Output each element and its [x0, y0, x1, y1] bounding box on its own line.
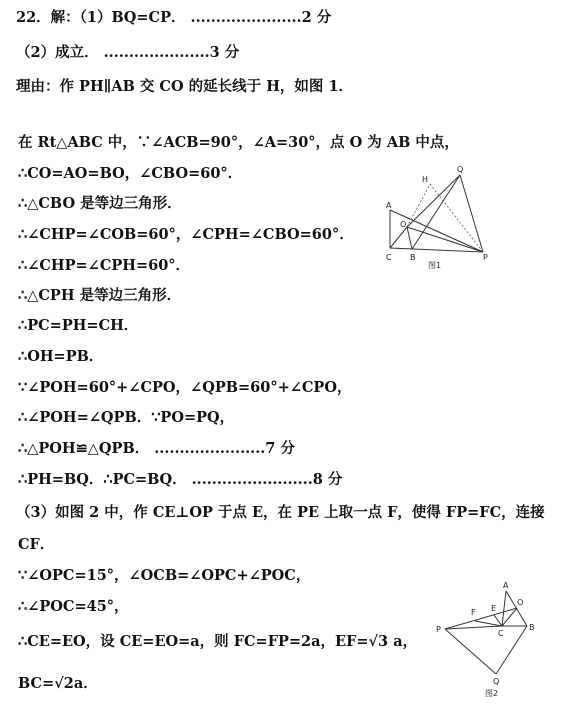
fig2-label-c: C	[498, 629, 504, 638]
fig2-label-e: E	[491, 604, 497, 613]
line-oh-pb: ∴OH=PB．	[18, 348, 104, 365]
line-bc: BC=√2a．	[18, 675, 98, 692]
figure-1	[380, 160, 505, 275]
fig1-label-q: Q	[457, 165, 464, 174]
fig2-label-q: Q	[493, 677, 500, 686]
line-pc-ph-ch: ∴PC=PH=CH．	[18, 317, 139, 334]
fig2-label-o: O	[517, 598, 524, 607]
fig2-label-b: B	[529, 623, 535, 632]
line-opc-15: ∵∠OPC=15°，∠OCB=∠OPC+∠POC，	[18, 567, 311, 584]
line-poh-qpb-sum: ∵∠POH=60°+∠CPO，∠QPB=60°+∠CPO，	[18, 379, 352, 396]
line-reason: 理由：作 PH∥AB 交 CO 的延长线于 H，如图 1．	[16, 78, 354, 95]
line-angles-60: ∴∠CHP=∠COB=60°，∠CPH=∠CBO=60°．	[18, 226, 354, 243]
line-poh-eq-qpb: ∴∠POH=∠QPB．∵PO=PQ，	[18, 409, 235, 426]
fig1-line-qp	[460, 175, 483, 252]
fig1-line-cp	[390, 248, 483, 252]
fig2-line-cf	[475, 621, 502, 626]
fig2-label-a: A	[503, 581, 509, 590]
figure-2	[433, 578, 553, 700]
line-cf: CF．	[18, 536, 55, 553]
line-cbo-equilateral: ∴△CBO 是等边三角形．	[18, 195, 182, 212]
fig2-label-p: P	[436, 625, 441, 634]
line-chp-cph: ∴∠CHP=∠CPH=60°．	[18, 257, 191, 274]
line-co-ao-bo: ∴CO=AO=BO，∠CBO=60°．	[18, 165, 243, 182]
fig1-label-c: C	[386, 253, 392, 262]
fig1-label-b: B	[410, 253, 416, 262]
fig1-caption: 图1	[428, 261, 442, 270]
line-poc-45: ∴∠POC=45°，	[18, 598, 129, 615]
line-given: 在 Rt△ABC 中，∵∠ACB=90°，∠A=30°，点 O 为 AB 中点，	[18, 134, 459, 151]
fig2-caption: 图2	[485, 689, 499, 698]
fig2-label-f: F	[471, 608, 476, 617]
line-ph-bq: ∴PH=BQ．∴PC=BQ． ........................8 分	[18, 471, 343, 488]
fig1-line-hp	[430, 184, 483, 252]
fig1-line-co	[390, 227, 407, 248]
fig1-line-oh	[407, 184, 430, 227]
line-congruent: ∴△POH≌△QPB． ......................7 分	[18, 440, 295, 457]
line-ce-eo: ∴CE=EO，设 CE=EO=a，则 FC=FP=2a，EF=√3 a，	[18, 633, 418, 650]
fig1-label-o: O	[400, 220, 407, 229]
fig1-label-h: H	[422, 175, 429, 184]
fig1-line-ob	[407, 227, 412, 249]
fig1-line-oq	[407, 175, 460, 227]
fig1-label-p: P	[483, 253, 488, 262]
line-part2: （2）成立． .....................3 分	[16, 44, 240, 61]
line-cph-equilateral: ∴△CPH 是等边三角形．	[18, 287, 182, 304]
fig1-label-a: A	[386, 201, 392, 210]
line-part1: 22．解：（1）BQ=CP． ......................2 分	[16, 9, 332, 26]
fig2-line-ca	[502, 591, 506, 626]
fig2-line-pq	[445, 629, 496, 674]
line-part3: （3）如图 2 中，作 CE⊥OP 于点 E，在 PE 上取一点 F，使得 FP=FC，连接	[16, 504, 545, 521]
